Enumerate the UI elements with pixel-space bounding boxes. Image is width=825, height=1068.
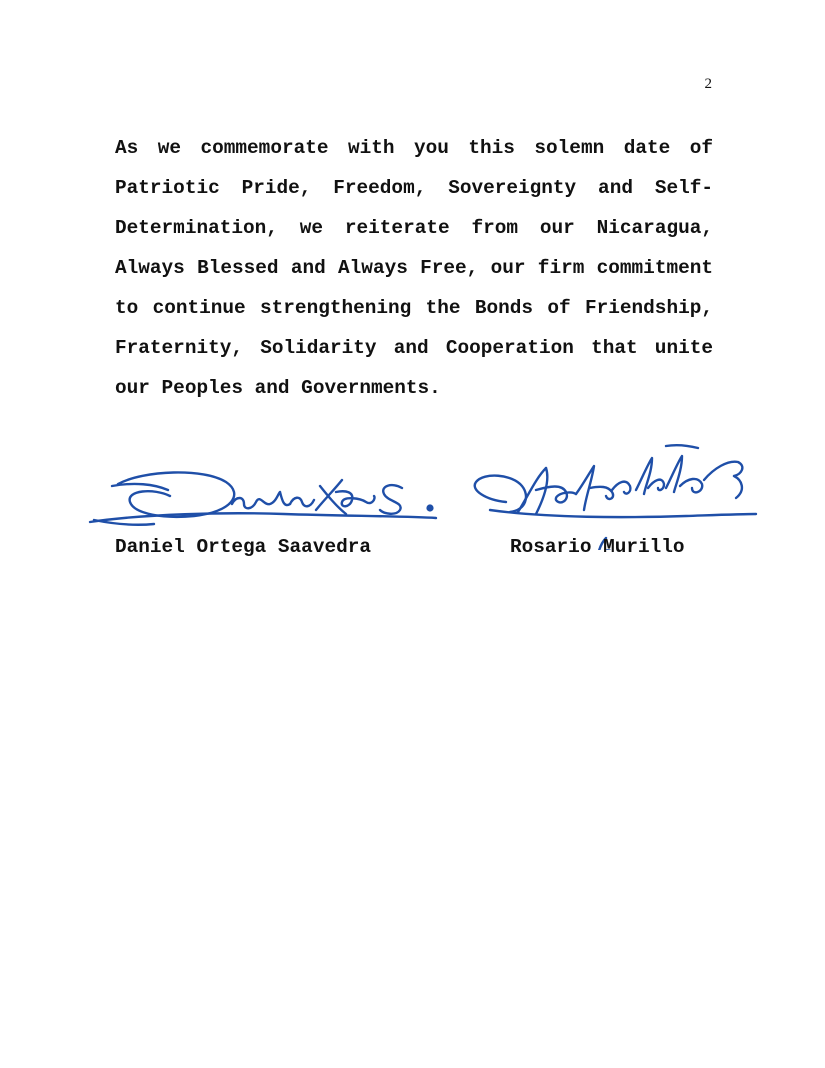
body-paragraph: As we commemorate with you this solemn date of Patriotic Pride, Freedom, Sovereignty and Self-Determination, we reiterate from our Nicaragua, Always Blessed and Always Free, our firm commitment to continue strengthening the Bonds of Friendship, Fraternity, Solidarity and Cooperation that unite our Peoples and Governments.: [115, 137, 713, 399]
signature-ortega: [84, 462, 444, 534]
page-number: 2: [704, 76, 712, 92]
signer-name-murillo: Rosario Murillo: [510, 536, 685, 558]
signer-name-ortega: Daniel Ortega Saavedra: [115, 536, 371, 558]
